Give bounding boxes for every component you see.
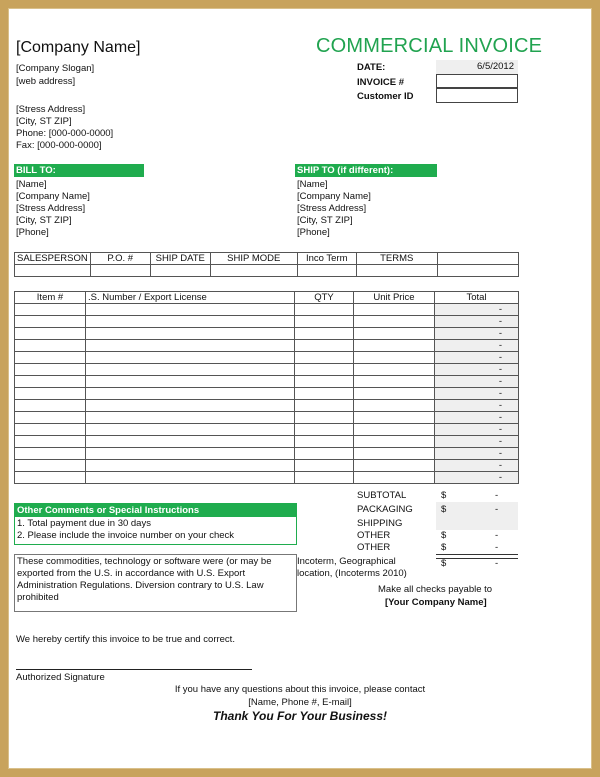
ship-mode-cell[interactable] [210,265,297,277]
order-info-header-row [15,253,519,265]
item-row[interactable] [15,364,519,376]
qty-cell[interactable] [295,412,354,424]
total-cell: - [435,340,519,352]
col-blank [437,253,518,265]
license-cell[interactable] [86,472,295,484]
shipping-field[interactable] [436,516,518,530]
qty-cell[interactable] [295,460,354,472]
date-label: DATE: [357,62,386,73]
qty-cell[interactable] [295,472,354,484]
company-city: [City, ST ZIP] [16,116,72,127]
item-number-cell[interactable] [15,364,86,376]
company-slogan: [Company Slogan] [16,63,95,74]
item-number-cell[interactable] [15,328,86,340]
qty-cell[interactable] [295,352,354,364]
total-cell: - [435,448,519,460]
comments-line-1: 1. Total payment due in 30 days [17,518,151,529]
payable-company: [Your Company Name] [385,597,487,608]
total-rule [436,554,518,559]
license-cell[interactable] [86,412,295,424]
item-row[interactable] [15,304,519,316]
item-row[interactable] [15,388,519,400]
total-cell: - [435,328,519,340]
customer-id-field[interactable] [436,88,518,103]
salesperson-cell[interactable] [15,265,91,277]
license-cell[interactable] [86,460,295,472]
license-cell[interactable] [86,424,295,436]
packaging-field[interactable] [436,502,518,516]
blank-cell[interactable] [437,265,518,277]
item-number-cell[interactable] [15,316,86,328]
po-cell[interactable] [90,265,150,277]
order-info-value-row[interactable] [15,265,519,277]
qty-cell[interactable] [295,364,354,376]
item-row[interactable] [15,460,519,472]
unit-price-cell[interactable] [354,460,435,472]
unit-price-cell[interactable] [354,316,435,328]
questions-text: If you have any questions about this invoice, please contact [174,684,426,695]
order-info-table [14,252,519,277]
item-row[interactable] [15,340,519,352]
license-cell[interactable] [86,364,295,376]
license-cell[interactable] [86,328,295,340]
item-row[interactable] [15,316,519,328]
shipping-label: SHIPPING [357,518,403,529]
qty-cell[interactable] [295,424,354,436]
ship-to-name: [Name] [297,179,328,190]
item-number-cell[interactable] [15,400,86,412]
total-cell: - [435,388,519,400]
other1-currency: $ [441,530,447,541]
item-row[interactable] [15,352,519,364]
license-cell[interactable] [86,376,295,388]
grand-total-currency: $ [441,558,447,569]
invoice-page [8,8,592,769]
qty-cell[interactable] [295,448,354,460]
grand-total-value: - [495,558,499,569]
bill-to-phone: [Phone] [16,227,49,238]
item-row[interactable] [15,412,519,424]
qty-cell[interactable] [295,328,354,340]
qty-cell[interactable] [295,376,354,388]
comments-box [14,503,297,545]
bill-to-street: [Stress Address] [16,203,86,214]
unit-price-cell[interactable] [354,352,435,364]
total-cell: - [435,472,519,484]
item-number-cell[interactable] [15,388,86,400]
packaging-currency: $ [441,504,447,515]
ship-to-city: [City, ST ZIP] [297,215,353,226]
col-item-number: Item # [15,292,86,304]
item-row[interactable] [15,400,519,412]
total-cell: - [435,364,519,376]
item-number-cell[interactable] [15,376,86,388]
unit-price-cell[interactable] [354,340,435,352]
license-cell[interactable] [86,400,295,412]
item-number-cell[interactable] [15,412,86,424]
unit-price-cell[interactable] [354,376,435,388]
unit-price-cell[interactable] [354,364,435,376]
company-street: [Stress Address] [16,104,86,115]
unit-price-cell[interactable] [354,412,435,424]
unit-price-cell[interactable] [354,436,435,448]
col-inco-term: Inco Term [297,253,356,265]
bill-to-block [16,179,90,239]
bill-to-city: [City, ST ZIP] [16,215,72,226]
unit-price-cell[interactable] [354,304,435,316]
item-rows [15,304,519,484]
subtotal-currency: $ [441,490,447,501]
item-number-cell[interactable] [15,472,86,484]
other2-value: - [495,542,499,553]
col-qty: QTY [295,292,354,304]
comments-header: Other Comments or Special Instructions [15,504,296,517]
invoice-title: COMMERCIAL INVOICE [316,35,543,57]
other1-label: OTHER [357,530,391,541]
item-row[interactable] [15,472,519,484]
inco-term-cell[interactable] [297,265,356,277]
other2-label: OTHER [357,542,391,553]
col-license: .S. Number / Export License [86,292,295,304]
comments-line-2: 2. Please include the invoice number on your check [17,530,235,541]
ship-to-header: SHIP TO (if different): [295,164,437,177]
total-cell: - [435,304,519,316]
invoice-number-field[interactable] [436,74,518,88]
incoterm-text: Incoterm, Geographical location, (Incoterms 2010) [297,556,407,579]
col-unit-price: Unit Price [354,292,435,304]
col-terms: TERMS [356,253,437,265]
total-cell: - [435,400,519,412]
item-row[interactable] [15,436,519,448]
signature-line[interactable] [16,669,252,670]
unit-price-cell[interactable] [354,424,435,436]
qty-cell[interactable] [295,436,354,448]
license-cell[interactable] [86,352,295,364]
license-cell[interactable] [86,388,295,400]
bill-to-name: [Name] [16,179,47,190]
other1-value: - [495,530,499,541]
qty-cell[interactable] [295,304,354,316]
unit-price-cell[interactable] [354,472,435,484]
unit-price-cell[interactable] [354,400,435,412]
license-cell[interactable] [86,316,295,328]
ship-date-cell[interactable] [150,265,210,277]
terms-cell[interactable] [356,265,437,277]
qty-cell[interactable] [295,316,354,328]
packaging-label: PACKAGING [357,504,413,515]
company-address [16,104,113,152]
total-cell: - [435,412,519,424]
invoice-number-label: INVOICE # [357,77,404,88]
item-number-cell[interactable] [15,424,86,436]
qty-cell[interactable] [295,340,354,352]
license-cell[interactable] [86,340,295,352]
col-ship-mode: SHIP MODE [210,253,297,265]
col-total: Total [435,292,519,304]
license-cell[interactable] [86,436,295,448]
license-cell[interactable] [86,304,295,316]
total-cell: - [435,436,519,448]
contact-text: [Name, Phone #, E-mail] [248,697,352,708]
col-po: P.O. # [90,253,150,265]
unit-price-cell[interactable] [354,328,435,340]
col-ship-date: SHIP DATE [150,253,210,265]
item-number-cell[interactable] [15,304,86,316]
export-notice: These commodities, technology or software were (or may be exported from the U.S. in accordance with U.S. Export Administration Regulations. Diversion contrary to U.S. Law prohibited [14,554,297,612]
item-number-cell[interactable] [15,436,86,448]
license-cell[interactable] [86,448,295,460]
total-cell: - [435,376,519,388]
date-value[interactable]: 6/5/2012 [436,60,518,74]
company-web: [web address] [16,76,76,87]
certify-text: We hereby certify this invoice to be true and correct. [16,634,235,645]
subtotal-value: - [495,490,499,501]
items-header-row [15,292,519,304]
item-row[interactable] [15,424,519,436]
company-phone: Phone: [000-000-0000] [16,128,114,139]
total-cell: - [435,316,519,328]
customer-id-label: Customer ID [357,91,414,102]
company-fax: Fax: [000-000-0000] [16,140,102,151]
bill-to-company: [Company Name] [16,191,90,202]
bill-to-header: BILL TO: [14,164,144,177]
item-row[interactable] [15,328,519,340]
item-row[interactable] [15,376,519,388]
item-number-cell[interactable] [15,352,86,364]
subtotal-label: SUBTOTAL [357,490,407,501]
item-row[interactable] [15,448,519,460]
items-table [14,291,519,484]
signature-label: Authorized Signature [16,672,105,683]
qty-cell[interactable] [295,388,354,400]
total-cell: - [435,424,519,436]
total-cell: - [435,460,519,472]
other2-currency: $ [441,542,447,553]
qty-cell[interactable] [295,400,354,412]
total-cell: - [435,352,519,364]
ship-to-company: [Company Name] [297,191,371,202]
item-number-cell[interactable] [15,460,86,472]
ship-to-street: [Stress Address] [297,203,367,214]
payable-line-1: Make all checks payable to [378,584,493,595]
thank-you-text: Thank You For Your Business! [212,709,388,723]
col-salesperson: SALESPERSON [15,253,91,265]
unit-price-cell[interactable] [354,448,435,460]
packaging-value: - [495,504,499,515]
ship-to-block [297,179,371,239]
item-number-cell[interactable] [15,448,86,460]
item-number-cell[interactable] [15,340,86,352]
unit-price-cell[interactable] [354,388,435,400]
ship-to-phone: [Phone] [297,227,330,238]
company-name: [Company Name] [16,39,141,56]
